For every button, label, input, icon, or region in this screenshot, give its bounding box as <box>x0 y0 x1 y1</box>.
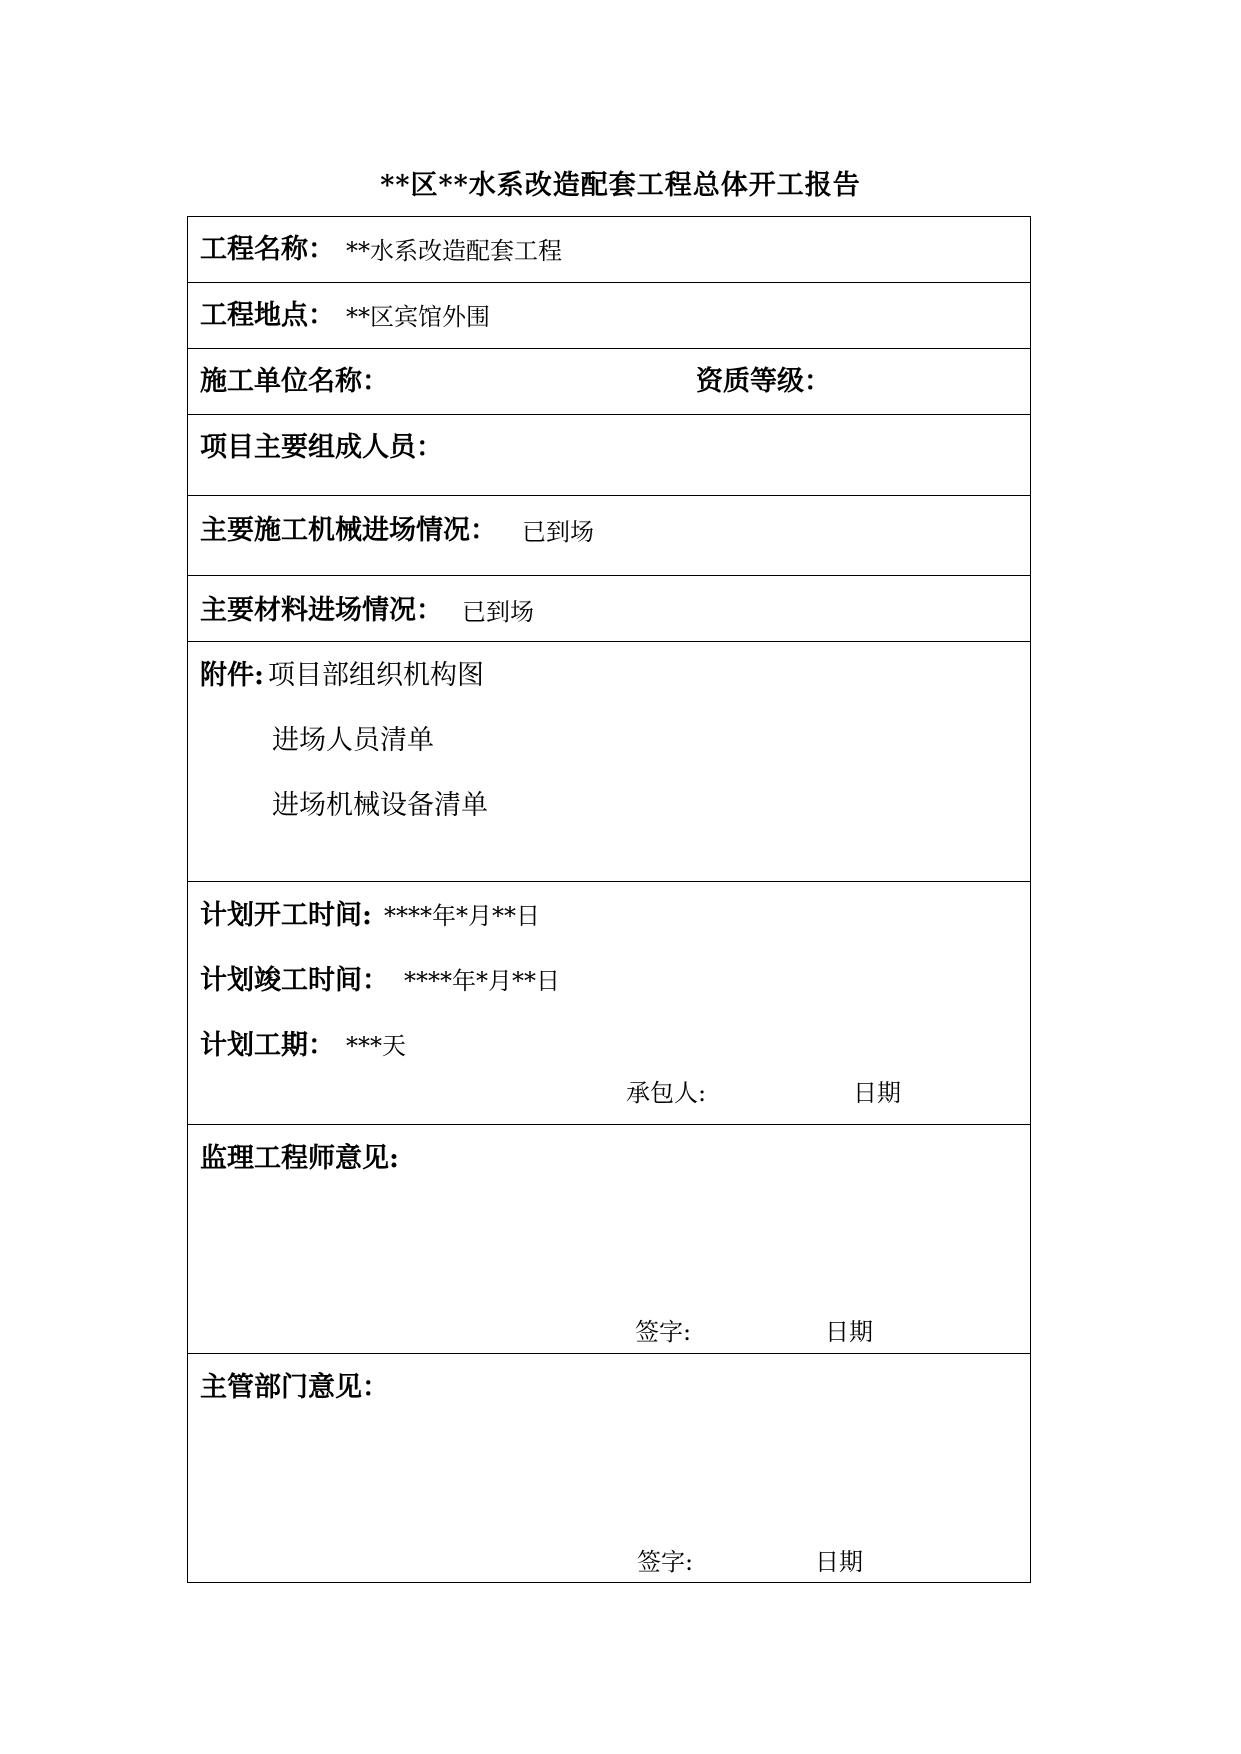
supervisor-label: 监理工程师意见: <box>200 1143 399 1174</box>
row-materials <box>188 575 1030 642</box>
row-attachments <box>188 641 1030 882</box>
start-time-value: ****年*月**日 <box>384 902 540 930</box>
machinery-label: 主要施工机械进场情况： <box>200 515 497 546</box>
members-label: 项目主要组成人员： <box>200 432 443 463</box>
project-name-label: 工程名称： <box>200 234 335 265</box>
materials-value: 已到场 <box>462 598 534 626</box>
materials-label: 主要材料进场情况： <box>200 595 443 626</box>
row-schedule <box>188 881 1030 1125</box>
attachment-item: 进场人员清单 <box>272 725 434 756</box>
report-form <box>187 216 1031 1583</box>
duration-label: 计划工期： <box>200 1030 335 1061</box>
attachments-label: 附件: <box>200 660 264 691</box>
project-location-label: 工程地点： <box>200 300 335 331</box>
sign-label: 签字: <box>637 1548 694 1576</box>
start-time-label: 计划开工时间: <box>200 900 372 931</box>
end-time-value: ****年*月**日 <box>404 967 560 995</box>
end-time-label: 计划竣工时间： <box>200 965 389 996</box>
row-contractor <box>188 348 1030 415</box>
contractor-sign-label: 承包人: <box>626 1079 707 1107</box>
attachment-item: 进场机械设备清单 <box>272 790 488 821</box>
sign-label: 签字: <box>635 1318 692 1346</box>
qualification-label: 资质等级： <box>696 366 831 397</box>
row-project-name <box>188 217 1030 282</box>
machinery-value: 已到场 <box>522 518 594 546</box>
authority-label: 主管部门意见： <box>200 1372 389 1403</box>
row-authority <box>188 1353 1030 1584</box>
row-machinery <box>188 495 1030 576</box>
project-location-value: **区宾馆外围 <box>346 303 490 331</box>
duration-value: ***天 <box>346 1032 406 1060</box>
attachment-item: 项目部组织机构图 <box>268 660 484 691</box>
row-members <box>188 414 1030 496</box>
page-title: **区**水系改造配套工程总体开工报告 <box>380 170 861 201</box>
date-label: 日期 <box>825 1318 873 1346</box>
date-label: 日期 <box>815 1548 863 1576</box>
date-label: 日期 <box>853 1079 901 1107</box>
row-project-location <box>188 282 1030 349</box>
project-name-value: **水系改造配套工程 <box>346 237 562 265</box>
row-supervisor <box>188 1124 1030 1354</box>
contractor-label: 施工单位名称： <box>200 366 389 397</box>
